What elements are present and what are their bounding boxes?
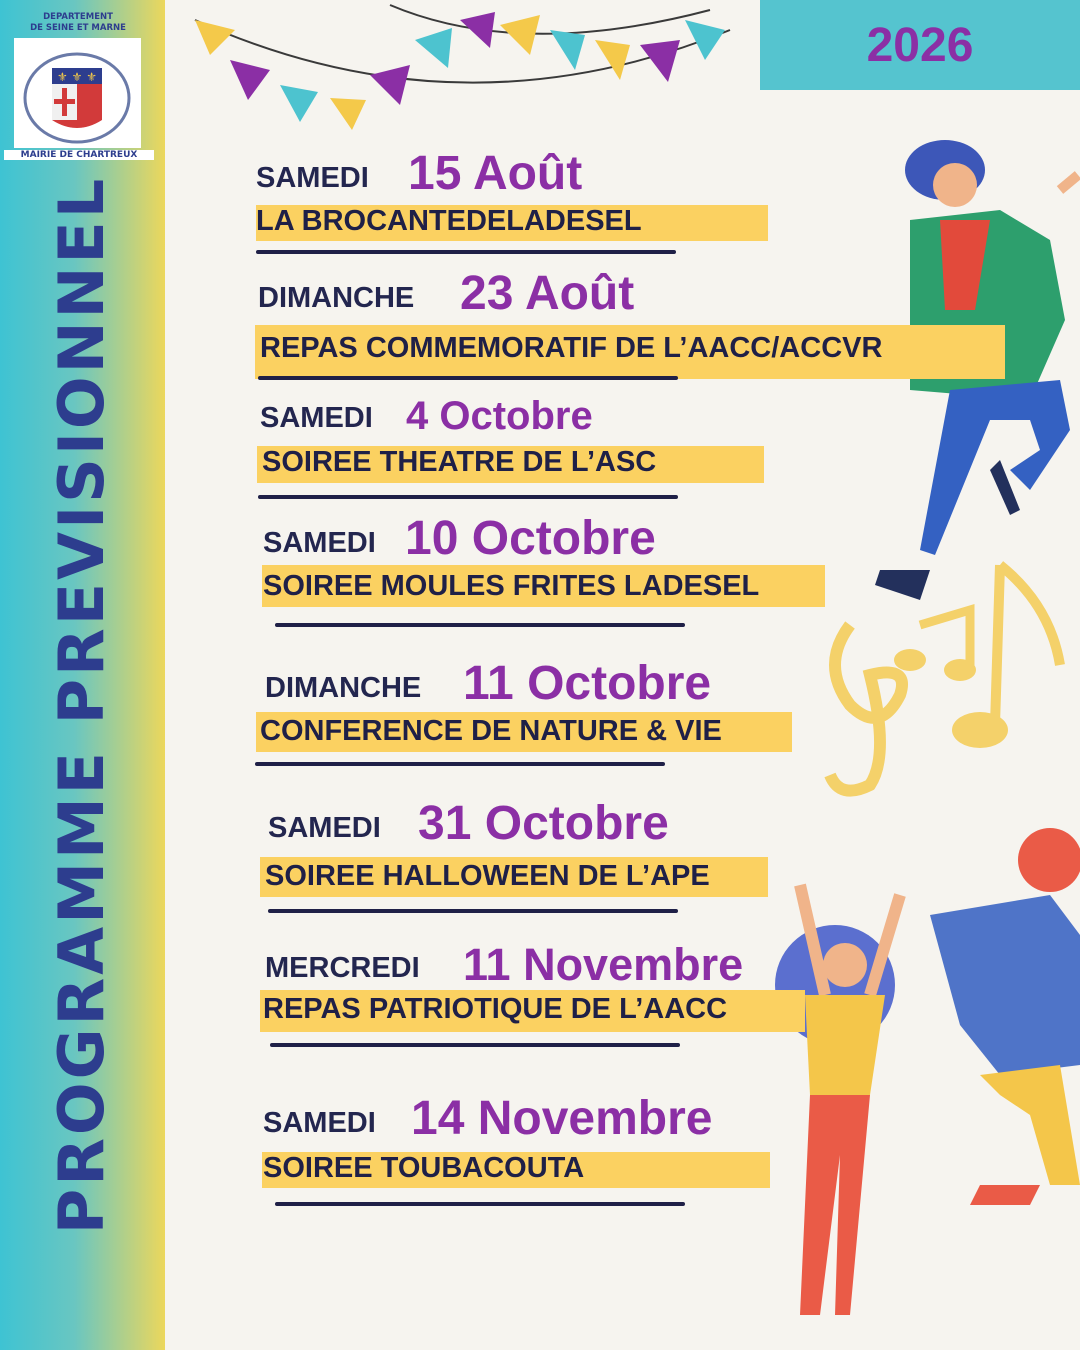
event-date: 4 Octobre — [406, 394, 593, 438]
event-title: LA BROCANTEDELADESEL — [256, 205, 642, 237]
event-title: CONFERENCE DE NATURE & VIE — [260, 715, 722, 747]
event-date: 14 Novembre — [411, 1092, 713, 1145]
event-day: MERCREDI — [265, 952, 420, 984]
event-title: SOIREE HALLOWEEN DE L’APE — [265, 860, 710, 892]
bunting-decoration — [190, 0, 750, 140]
music-notes-decoration — [810, 555, 1080, 815]
event-date: 11 Novembre — [463, 939, 744, 990]
crest-icon — [14, 38, 141, 148]
programme-title: PROGRAMME PREVISIONNEL — [45, 175, 118, 1235]
event-item — [263, 512, 783, 565]
event-divider — [255, 762, 665, 766]
logo-top-text: DEPARTEMENT DE SEINE ET MARNE — [30, 12, 126, 33]
svg-text:⚜ ⚜ ⚜: ⚜ ⚜ ⚜ — [57, 70, 97, 84]
event-divider — [275, 623, 685, 627]
event-title: SOIREE MOULES FRITES LADESEL — [263, 570, 760, 602]
event-day: DIMANCHE — [258, 282, 415, 314]
event-title: SOIREE THEATRE DE L’ASC — [262, 446, 657, 478]
event-day: SAMEDI — [263, 1107, 376, 1139]
town-crest-logo — [14, 38, 141, 148]
event-day: SAMEDI — [268, 812, 381, 844]
event-item — [258, 267, 778, 320]
dancers-illustration-bottom — [760, 825, 1080, 1345]
year-label: 2026 — [866, 18, 974, 72]
event-date: 23 Août — [460, 267, 635, 320]
event-title: SOIREE TOUBACOUTA — [263, 1152, 585, 1184]
event-date: 10 Octobre — [405, 512, 656, 565]
event-day: SAMEDI — [260, 402, 373, 434]
event-divider — [268, 909, 678, 913]
logo-bottom-text: MAIRIE DE CHARTREUX — [4, 150, 154, 160]
event-item — [265, 657, 785, 710]
event-divider — [256, 250, 676, 254]
event-date: 15 Août — [408, 147, 583, 200]
event-divider — [258, 495, 678, 499]
year-banner — [760, 0, 1080, 90]
event-date: 11 Octobre — [463, 657, 712, 710]
event-day: DIMANCHE — [265, 672, 422, 704]
event-item — [260, 390, 780, 438]
event-item — [268, 797, 788, 850]
event-date: 31 Octobre — [418, 797, 669, 850]
event-item — [265, 939, 805, 990]
event-title: REPAS COMMEMORATIF DE L’AACC/ACCVR — [260, 332, 883, 364]
event-item — [256, 147, 776, 200]
side-band — [0, 0, 165, 1350]
event-day: SAMEDI — [263, 527, 376, 559]
event-title: REPAS PATRIOTIQUE DE L’AACC — [263, 993, 728, 1025]
event-divider — [275, 1202, 685, 1206]
event-day: SAMEDI — [256, 162, 369, 194]
event-item — [263, 1092, 783, 1145]
event-divider — [270, 1043, 680, 1047]
event-divider — [258, 376, 678, 380]
